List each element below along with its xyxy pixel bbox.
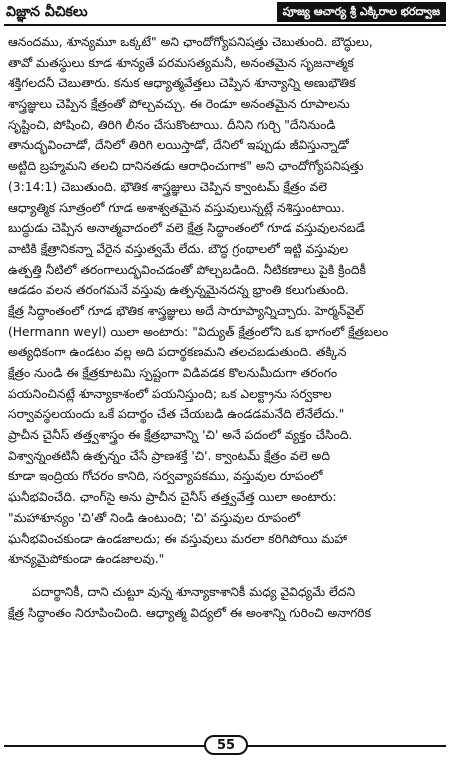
text-line: అట్టిది బ్రహ్మమని తలచి దానినతడు ఆరాధించుగాక" అని ఛాందోగ్యోపనిషత్తు	[8, 159, 364, 174]
text-line: సర్వావస్థలయందు ఒకే పదార్థం చేత చేయబడి ఉండడమనేది లేనేలేదు."	[8, 407, 345, 422]
page-number: 55	[204, 735, 248, 755]
text-line: సృష్టించి, పోషించి, తిరిగి లీనం చేసుకొంటాయి. దీనిని గుర్చి "దేనినుండి	[8, 117, 336, 132]
text-line: ఆధ్యాత్మిక సూత్రంలో గూడ అశాశ్వతమైన వస్తువులున్నట్లే నశిస్తుంటాయి.	[8, 200, 345, 215]
running-header	[4, 2, 446, 26]
text-line: తానుద్భవించాడో, దేనిలో తిరిగి లయిస్తాడో, దేనిలో ఇప్పుడు జీవిస్తున్నాడో	[8, 138, 349, 153]
text-line: (3:14:1) చెబుతుంది. భౌతిక శాస్త్రజ్ఞులు చెప్పిన క్వాంటమ్ క్షేత్రం వలె	[8, 179, 327, 194]
text-line: కూడా ఇంద్రియ గోచరం కానిది, సర్వవ్యాపకము, వస్తువుల రూపంలో	[8, 469, 323, 484]
paragraph-1	[8, 32, 444, 570]
text-line: ఆడడం వలన తరంగమనే వస్తువు ఉత్పన్నమైనదన్న భ్రాంతి కలుగుతుంది.	[8, 283, 349, 298]
text-line: శూన్యమైపోకుండా ఉండజాలవు."	[8, 552, 165, 567]
text-line: ఘనీభవించేది. ఛాంగ్‌సై అను ప్రాచీన చైనీస్ తత్త్వవేత్త యిలా అంటారు:	[8, 490, 337, 505]
text-line: శక్తిగలదనీ చెబుతారు. కనుక ఆధ్యాత్మవేత్తలు చెప్పిన శూన్యాన్ని అణుభౌతిక	[8, 76, 356, 91]
paragraph-2	[8, 582, 444, 623]
text-line: శాస్త్రజ్ఞులు చెప్పిన క్షేత్రంతో పోల్చవచ్చు. ఈ రెండూ అనంతమైన రూపాలను	[8, 97, 350, 112]
text-line: పదార్థానికీ, దాని చుట్టూ వున్న శూన్యాకాశానికీ మధ్య వైవిధ్యమే లేదని	[32, 584, 356, 599]
text-line: ఆనందము, శూన్యమూ ఒక్కటే" అని ఛాందోగ్యోపనిషత్తు చెబుతుంది. బౌద్ధులు,	[8, 35, 373, 49]
text-line: క్షేత్ర సిద్ధాంతం నిరూపించింది. ఆధ్యాత్మ విద్యలో ఈ అంశాన్ని గురించి అనాగరిక	[8, 605, 372, 620]
book-title: విజ్ఞాన వీచికలు	[6, 4, 88, 20]
text-line: అత్యధికంగా ఉండటం వల్ల అది పదార్థకణమని తలచబడుతుంది. తక్కిన	[8, 345, 347, 360]
text-line: "మహాశూన్యం 'చి'తో నిండి ఉంటుంది; 'చి' వస్తువుల రూపంలో	[8, 510, 301, 525]
page-footer	[4, 735, 446, 755]
text-line: ప్రాచీన చైనీస్ తత్త్వశాస్త్రం ఈ క్షేత్రభావాన్ని 'చి' అనే పదంలో వ్యక్తం చేసింది.	[8, 428, 353, 443]
text-line: విశ్వాన్నంతటినీ ఉత్పన్నం చేసే ప్రాణశక్తే 'చి'. క్వాంటమ్ క్షేత్రం వలె అది	[8, 448, 331, 463]
body-text	[8, 32, 444, 623]
text-line: క్షేత్రం నుండి ఈ క్షేత్రకూటమి స్పష్టంగా విడివడక కొలనుమీదుగా తరంగం	[8, 366, 338, 380]
text-line: క్షేత్ర సిద్ధాంతంలో గూడ భౌతిక శాస్త్రజ్ఞులు అదే సారూప్యాన్నిచ్చారు. హెర్మన్‌వైల్	[8, 303, 364, 318]
text-line: తావో మతస్థులు కూడ శూన్యతే పరమసత్యమనీ, అనంతమైన సృజనాత్మక	[8, 55, 354, 70]
text-line: పయనించినట్లే శూన్యాకాశంలో పయనిస్తుంది; ఒక ఎలక్ట్రాను సర్వకాల	[8, 386, 332, 401]
text-line: వాటికి క్షేత్రానికన్నా వేరైన వస్తుత్వమే లేదు. బౌద్ధ గ్రంథాలలో ఇట్టి వస్తువుల	[8, 241, 349, 256]
text-line: ఘనీభవించకుండా ఉండజాలదు; ఈ వస్తువులు మరలా కరిగిపోయి మహా	[8, 531, 348, 546]
text-line: ఉత్పత్తి నీటిలో తరంగాలుద్భవించడంతో పోల్చబడింది. నీటికణాలు పైకి క్రిందికీ	[8, 262, 366, 277]
text-line: బుద్ధుడు చెప్పిన అనాత్మవాదంలో వలె క్షేత్ర సిద్ధాంతంలో గూడ వస్తువులనబడే	[8, 221, 365, 236]
text-line: (Hermann weyl) యిలా అంటారు: "విద్యుత్ క్షేత్రంలోని ఒక భాగంలో క్షేత్రబలం	[8, 324, 389, 339]
author-name: పూజ్య ఆచార్య శ్రీ ఎక్కిరాల భరద్వాజ	[277, 2, 446, 22]
